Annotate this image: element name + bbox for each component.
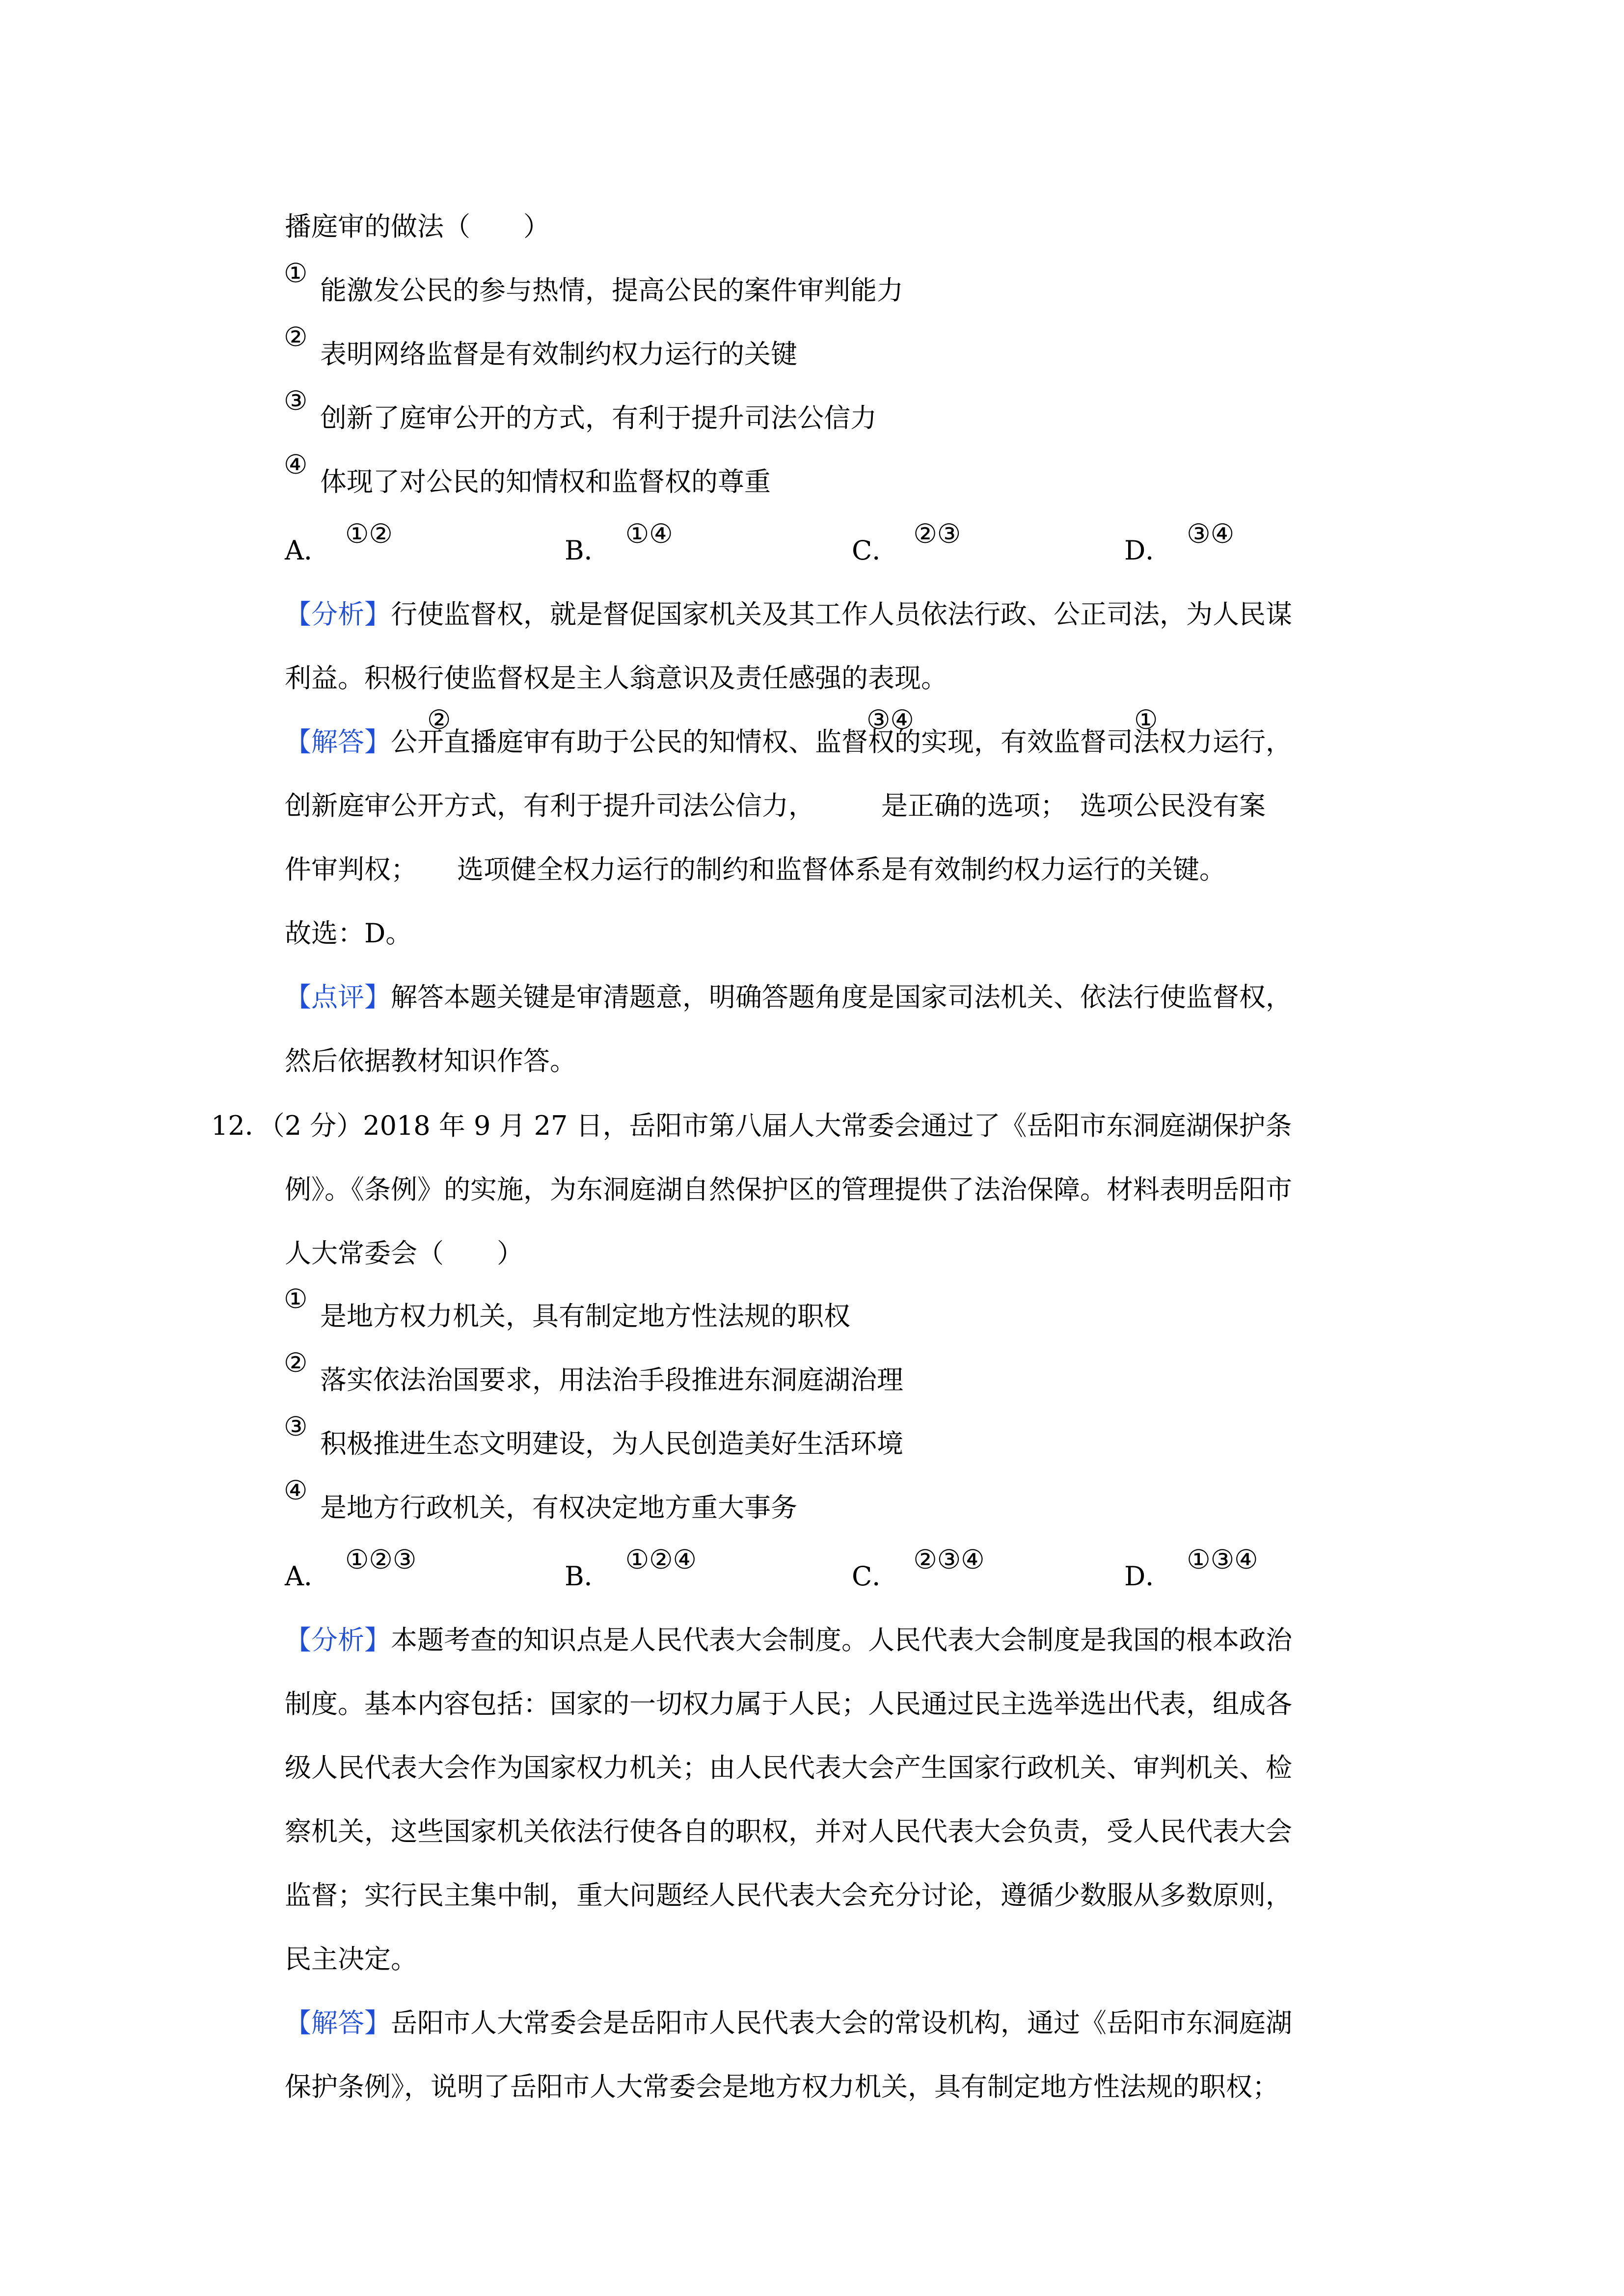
q11-item-3-num: ③ [284, 385, 308, 416]
q11-option-d [1124, 518, 1235, 566]
q12-analysis-text-1: 本题考查的知识点是人民代表大会制度。人民代表大会制度是我国的根本政治 [391, 1625, 1292, 1655]
q11-answer-line-3: 件审判权； 选项健全权力运行的制约和监督体系是有效制约权力运行的关键。 [285, 854, 1226, 885]
q12-answer-label: 【解答】 [285, 2007, 391, 2038]
q12-analysis-line-6: 民主决定。 [285, 1944, 417, 1975]
q12-option-d [1124, 1544, 1258, 1592]
q12-item-4-num: ④ [284, 1475, 308, 1506]
q12-option-d-nums: ①③④ [1187, 1544, 1258, 1575]
q11-comment-line-2: 然后依据教材知识作答。 [285, 1045, 576, 1076]
q12-item-2-num: ② [284, 1347, 308, 1378]
q12-analysis-line-3: 级人民代表大会作为国家权力机关；由人民代表大会产生国家行政机关、审判机关、检 [285, 1752, 1292, 1783]
q12-item-4: 是地方行政机关，有权决定地方重大事务 [320, 1492, 797, 1523]
q12-stem-line-1: 12．（2 分）2018 年 9 月 27 日，岳阳市第八届人大常委会通过了《岳阳市东洞庭湖保护条 [211, 1110, 1292, 1141]
q11-answer-line-2: 创新庭审公开方式，有利于提升司法公信力， 是正确的选项； 选项公民没有案 [285, 790, 1266, 821]
q11-item-4-num: ④ [284, 449, 308, 480]
q11-analysis-label: 【分析】 [285, 599, 391, 630]
q12-stem-line-3: 人大常委会（ ） [285, 1238, 523, 1269]
q11-option-a-nums: ①② [345, 518, 393, 549]
q11-comment-line-1 [285, 982, 1292, 1013]
q12-option-b [565, 1544, 697, 1592]
q12-option-a-letter: A． [285, 1561, 330, 1592]
q11-option-b-nums: ①④ [625, 518, 673, 549]
q12-analysis-label: 【分析】 [285, 1625, 391, 1655]
q12-item-1: 是地方权力机关，具有制定地方性法规的职权 [320, 1301, 850, 1332]
q12-answer-line-1 [285, 2007, 1292, 2039]
q11-comment-text-1: 解答本题关键是审清题意，明确答题角度是国家司法机关、依法行使监督权， [391, 982, 1292, 1013]
q11-answer-mark-2: ② [427, 704, 451, 735]
q11-answer-text-1: 公开直播庭审有助于公民的知情权、监督权的实现，有效监督司法权力运行， [391, 726, 1292, 757]
q11-answer-label: 【解答】 [285, 726, 391, 757]
q11-item-2-num: ② [284, 321, 308, 352]
q11-answer-mark-34: ③④ [866, 704, 914, 735]
q12-stem-line-2: 例》。《条例》的实施，为东洞庭湖自然保护区的管理提供了法治保障。材料表明岳阳市 [285, 1174, 1292, 1205]
q12-option-c-letter: C． [852, 1561, 899, 1592]
q12-answer-line-2: 保护条例》，说明了岳阳市人大常委会是地方权力机关，具有制定地方性法规的职权； [285, 2071, 1279, 2102]
q12-option-d-letter: D． [1124, 1561, 1172, 1592]
q12-option-a-nums: ①②③ [345, 1544, 417, 1575]
q12-option-b-nums: ①②④ [625, 1544, 697, 1575]
q11-option-d-nums: ③④ [1187, 518, 1235, 549]
q11-analysis-line-2: 利益。积极行使监督权是主人翁意识及责任感强的表现。 [285, 663, 947, 694]
q11-option-a-letter: A． [285, 535, 330, 566]
q12-analysis-line-2: 制度。基本内容包括：国家的一切权力属于人民；人民通过民主选举选出代表，组成各 [285, 1688, 1292, 1719]
q12-item-2: 落实依法治国要求，用法治手段推进东洞庭湖治理 [320, 1364, 903, 1395]
q11-stem-tail: 播庭审的做法（ ） [285, 211, 550, 242]
q12-option-a [285, 1544, 417, 1592]
q12-item-1-num: ① [284, 1283, 308, 1314]
q12-option-c [852, 1544, 985, 1592]
q11-answer-mark-1: ① [1134, 704, 1158, 735]
q11-analysis-line-1 [285, 599, 1292, 630]
q11-item-3: 创新了庭审公开的方式，有利于提升司法公信力 [320, 402, 877, 433]
q11-option-c-letter: C． [852, 535, 899, 566]
q12-item-3: 积极推进生态文明建设，为人民创造美好生活环境 [320, 1428, 903, 1459]
q12-analysis-line-5: 监督；实行民主集中制，重大问题经人民代表大会充分讨论，遵循少数服从多数原则， [285, 1880, 1292, 1911]
q11-item-4: 体现了对公民的知情权和监督权的尊重 [320, 466, 771, 497]
q11-item-2: 表明网络监督是有效制约权力运行的关键 [320, 339, 797, 370]
q12-analysis-line-4: 察机关，这些国家机关依法行使各自的职权，并对人民代表大会负责，受人民代表大会 [285, 1816, 1292, 1847]
q12-analysis-line-1 [285, 1625, 1292, 1656]
q11-option-c [852, 518, 961, 566]
q11-option-b [565, 518, 673, 566]
q11-item-1: 能激发公民的参与热情，提高公民的案件审判能力 [320, 275, 903, 306]
q12-item-3-num: ③ [284, 1411, 308, 1442]
q11-option-a [285, 518, 393, 566]
q11-comment-label: 【点评】 [285, 982, 391, 1013]
q11-item-1-num: ① [284, 258, 308, 289]
q12-option-c-nums: ②③④ [913, 1544, 985, 1575]
q11-analysis-text-1: 行使监督权，就是督促国家机关及其工作人员依法行政、公正司法，为人民谋 [391, 599, 1292, 630]
q12-answer-text-1: 岳阳市人大常委会是岳阳市人民代表大会的常设机构，通过《岳阳市东洞庭湖 [391, 2007, 1292, 2038]
q11-choice: 故选：D。 [285, 918, 412, 949]
q11-option-b-letter: B． [565, 535, 611, 566]
q11-option-c-nums: ②③ [913, 518, 961, 549]
q11-answer-line-1 [285, 726, 1292, 758]
q12-option-b-letter: B． [565, 1561, 611, 1592]
q11-option-d-letter: D． [1124, 535, 1172, 566]
